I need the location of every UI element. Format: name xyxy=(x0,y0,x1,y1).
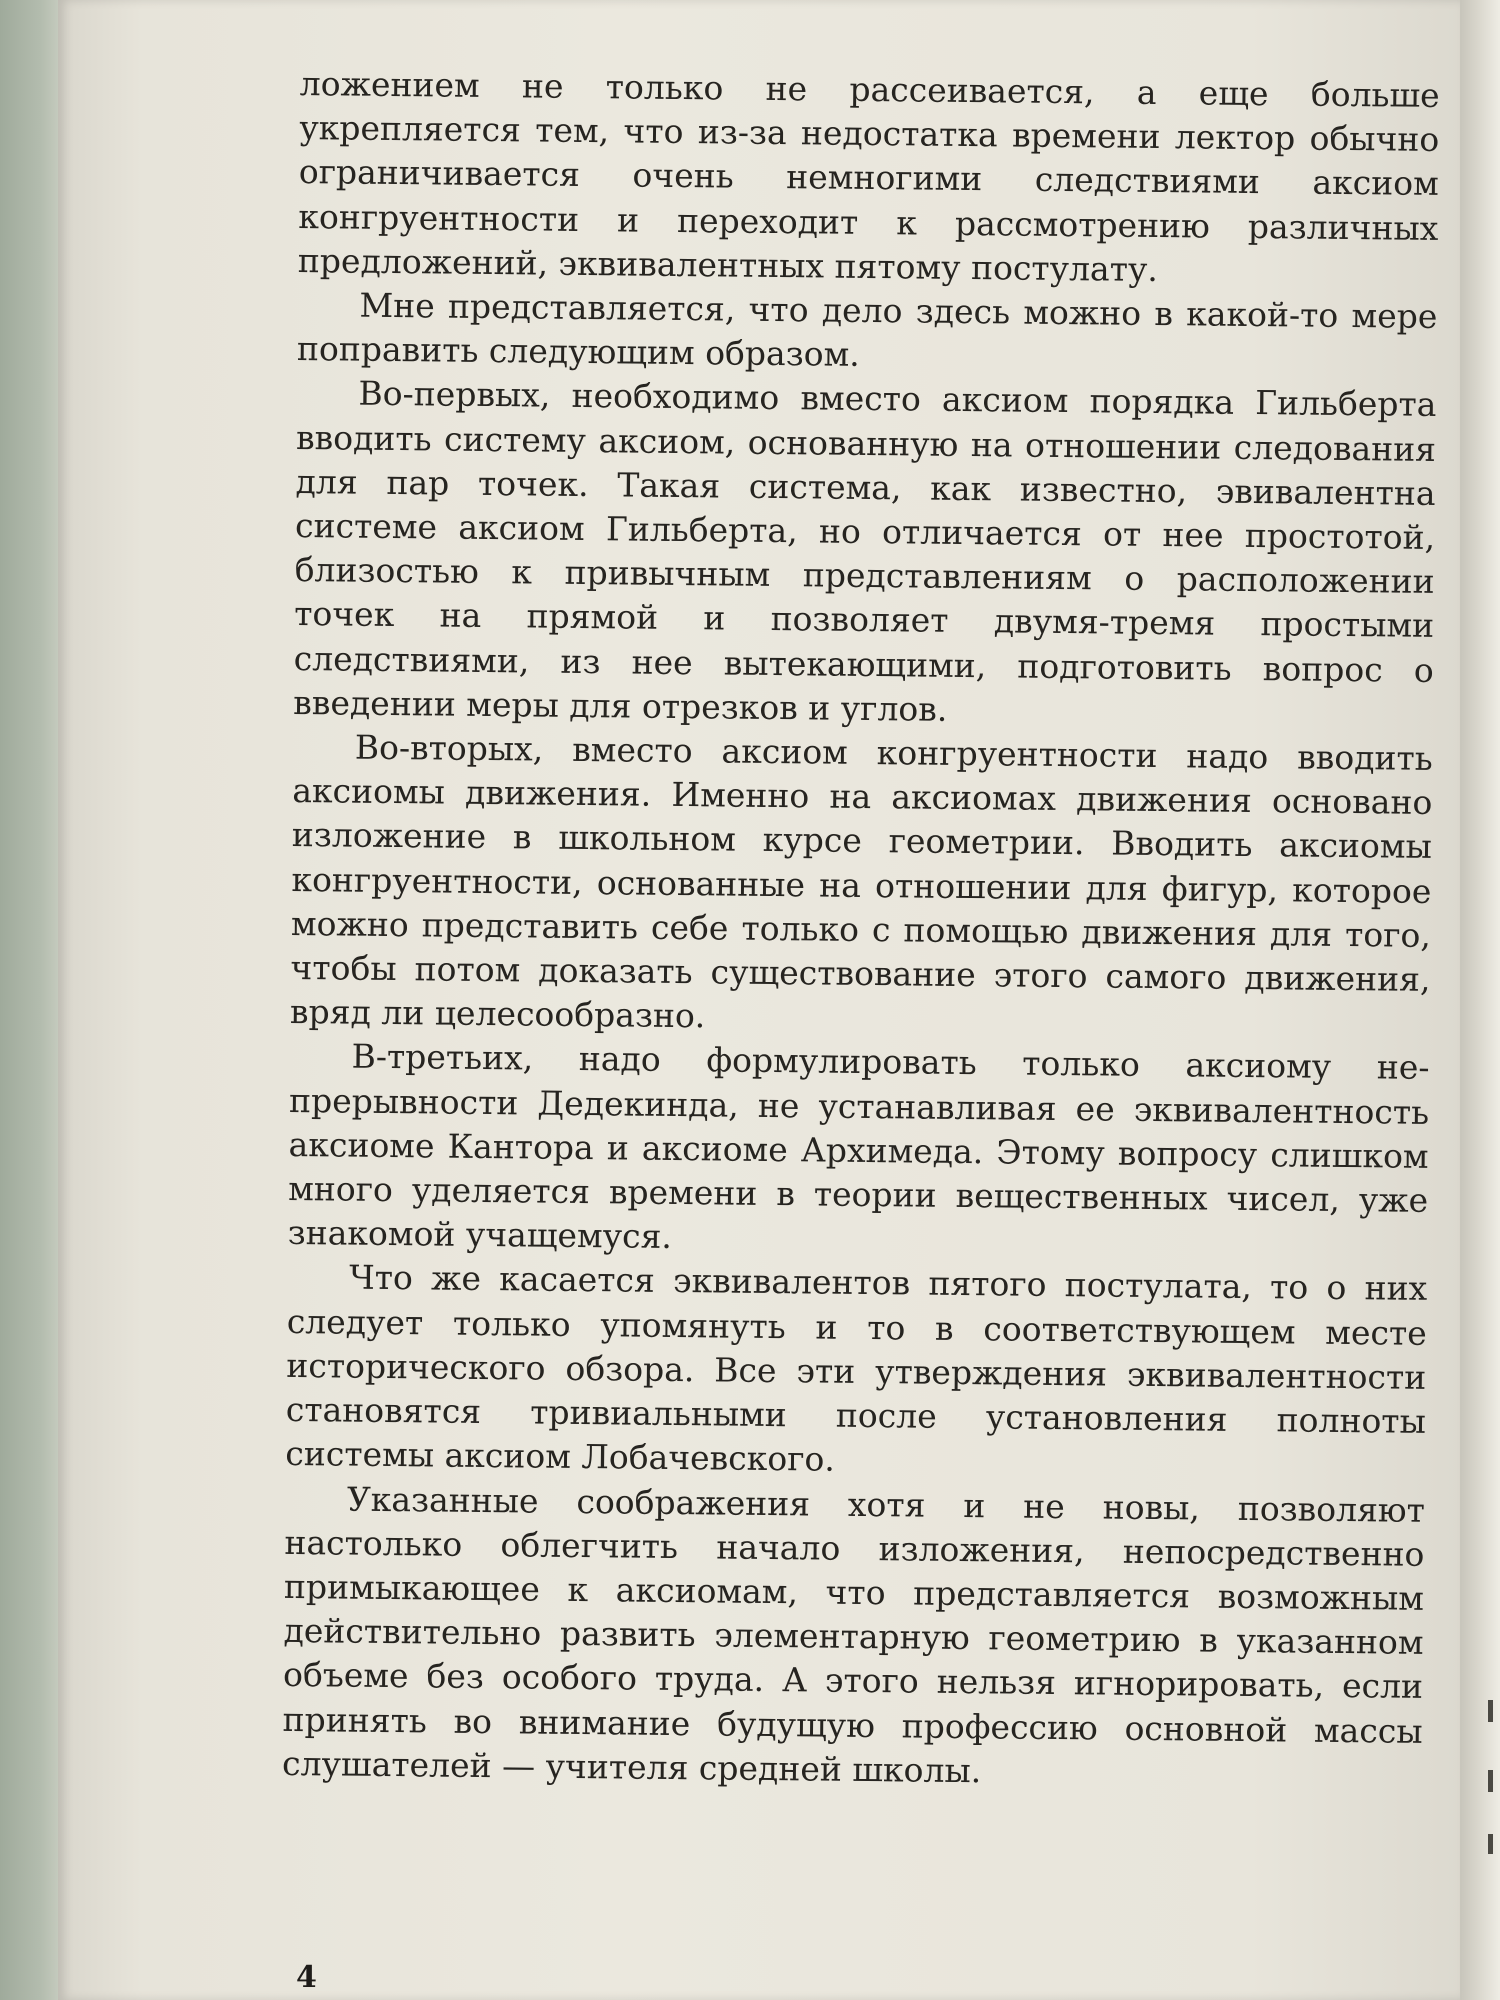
body-text xyxy=(282,62,1440,1798)
next-page-mark xyxy=(1488,1700,1493,1722)
paragraph-7: Указанные соображения хотя и не новы, позволяют настолько облегчить начало изложения, непосредственно примыкающее к аксиомам, что представляется возможным действительно развить элементарную геометрию в указанном объеме без особого труда. А этого нельзя игнорировать, если принять во внимание будущую профессию основной массы слушателей — учителя средней школы. xyxy=(281,1479,1426,1790)
page-number: 4 xyxy=(296,1960,317,1995)
paragraph-2: Мне представляется, что дело здесь можно в какой-то мере поправить следующим образом. xyxy=(296,285,1438,375)
next-page-mark xyxy=(1488,1834,1493,1854)
paragraph-5: В-третьих, надо формулировать только аксиому непрерывности Дедекинда, не устанавливая ее эквивалентность аксиоме Кантора и аксиоме Архимеда. Этому вопросу слишком много уделяется времени в теории вещественных чисел, уже знакомой учащемуся. xyxy=(287,1037,1430,1257)
paragraph-1: ложением не только не рассеивается, а еще больше укрепляется тем, что из-за недостатка времени лектор обычно ограничивается очень немногими следствиями аксиом конгруентности и переходит к рассмотрению различных предложений, эквивалентных пятому постулату. xyxy=(297,63,1440,289)
page-edge xyxy=(1460,0,1500,2000)
paragraph-4: Во-вторых, вместо аксиом конгруентности надо вводить аксиомы движения. Именно на аксиомах движения основано изложение в школьном курсе геометрии. Вводить аксиомы конгруентности, основанные на отношении для фигур, которое можно представить себе только с помощью движения для того, чтобы потом доказать существование этого самого движения, вряд ли целесообразно. xyxy=(289,727,1433,1036)
paragraph-3: Во-первых, необходимо вместо аксиом порядка Гильберта вводить систему аксиом, основанную на отношении следования для пар точек. Такая система, как известно, эвивалентна системе аксиом Гильберта, но отличается от нее простотой, близостью к привычным представлениям о расположении точек на прямой и позволяет двумя-тремя простыми следствиями, из нее вытекающими, подготовить вопрос о введении меры для отрезков и углов. xyxy=(293,374,1437,729)
paragraph-6: Что же касается эквивалентов пятого постулата, то о них следует только упомянуть и то в соответствующем месте исторического обзора. Все эти утверждения эквивалентности становятся тривиальными после установления полноты системы аксиом Лобачевского. xyxy=(285,1258,1428,1479)
binding-margin xyxy=(0,0,58,2000)
next-page-mark xyxy=(1488,1770,1493,1792)
